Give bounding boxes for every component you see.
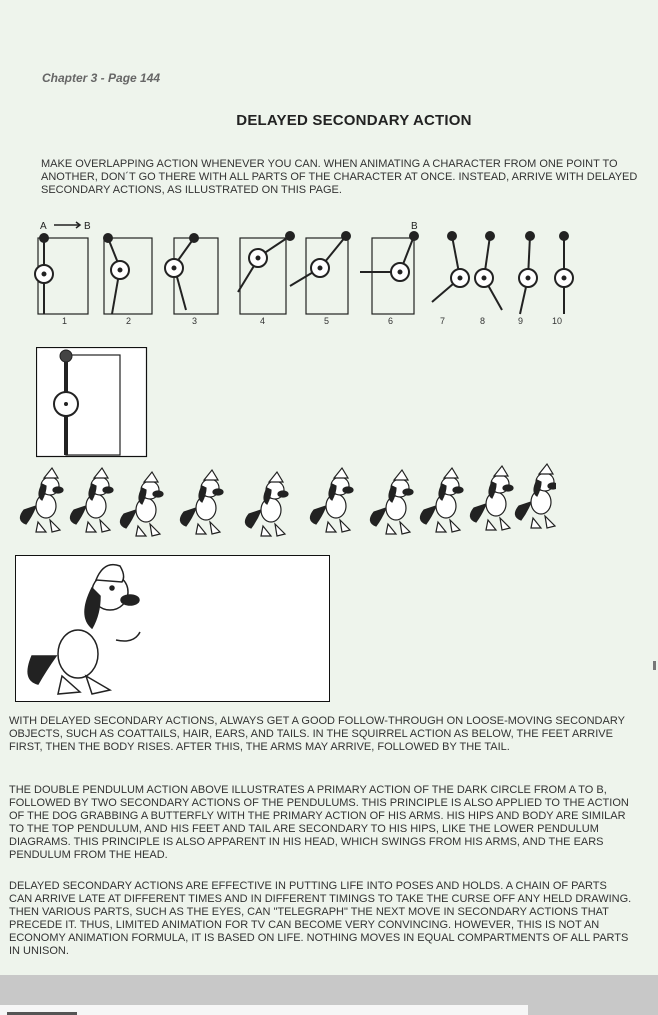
frame-number: 4 [260,316,266,326]
frame-number: 3 [192,316,198,326]
frame-number: 2 [126,316,132,326]
frame-number: 5 [324,316,330,326]
scrollbar-indicator[interactable] [653,661,656,670]
frame-number: 8 [480,316,486,326]
viewer-thumbnail-panel [0,1005,528,1015]
chapter-page-label: Chapter 3 - Page 144 [42,71,161,85]
diagram-label-b-end: B [411,221,418,232]
dog-animation-strip-illustration [16,462,556,538]
intro-paragraph: MAKE OVERLAPPING ACTION WHENEVER YOU CAN. WHEN ANIMATING A CHARACTER FROM ONE POINT TO ANOTHER, DON´T GO THERE WITH ALL PARTS OF THE CHARACTER AT ONCE. INSTEAD, ARRIVE WITH DELAYED SECONDARY ACTIONS, AS ILLUSTRATED ON THIS PAGE. [41,158,638,196]
page-title: DELAYED SECONDARY ACTION [236,112,472,129]
frame-number: 6 [388,316,394,326]
paragraph-delayed-secondary: DELAYED SECONDARY ACTIONS ARE EFFECTIVE IN PUTTING LIFE INTO POSES AND HOLDS. A CHAIN OF PARTS CAN ARRIVE LATE AT DIFFERENT TIMES AND IN DIFFERENT TIMINGS TO TAKE THE CURSE OFF ANY HELD DRAWING. THEN VARIOUS PARTS, SUCH AS THE EYES, CAN "TELEGRAPH" THE NEXT MOVE IN SECONDARY ACTIONS THAT PRECEDE IT. THUS, LIMITED ANIMATION FOR TV CAN BECOME VERY CONVINCING. HOWEVER, THIS IS NOT AN ECONOMY ANIMATION FORMULA, IT IS BASED ON LIFE. NOTHING MOVES IN EQUAL COMPARTMENTS OF ALL PARTS IN UNISON. [9,880,632,957]
frame-number: 7 [440,316,446,326]
frame-number: 9 [518,316,524,326]
diagram-label-b-start: B [84,221,91,232]
frame-number: 10 [552,316,563,326]
dog-character-illustration [15,555,330,702]
double-pendulum-sequence-diagram [28,218,588,328]
frame-number: 1 [62,316,68,326]
pendulum-illustration [36,347,148,458]
paragraph-follow-through: WITH DELAYED SECONDARY ACTIONS, ALWAYS GET A GOOD FOLLOW-THROUGH ON LOOSE-MOVING SECONDARY OBJECTS, SUCH AS COATTAILS, HAIR, EARS, AND TAILS. IN THE SQUIRREL ACTION AS BELOW, THE FEET ARRIVE FIRST, THEN THE BODY RISES. AFTER THIS, THE ARMS MAY ARRIVE, FOLLOWED BY THE TAIL. [9,715,625,753]
diagram-label-a: A [40,221,47,232]
paragraph-double-pendulum: THE DOUBLE PENDULUM ACTION ABOVE ILLUSTRATES A PRIMARY ACTION OF THE DARK CIRCLE FROM A TO B, FOLLOWED BY TWO SECONDARY ACTIONS OF THE PENDULUMS. THIS PRINCIPLE IS ALSO APPLIED TO THE ACTION OF THE DOG GRABBING A BUTTERFLY WITH THE PRIMARY ACTION OF HIS ARMS. HIS HIPS AND BODY ARE SIMILAR TO THE TOP PENDULUM, AND HIS FEET AND TAIL ARE SECONDARY TO HIS HIPS, LIKE THE LOWER PENDULUM DIAGRAMS. THIS PRINCIPLE IS ALSO APPARENT IN HIS HEAD, WHICH SWINGS FROM HIS ARMS, AND THE EARS PENDULUM FROM THE HEAD. [9,784,629,861]
